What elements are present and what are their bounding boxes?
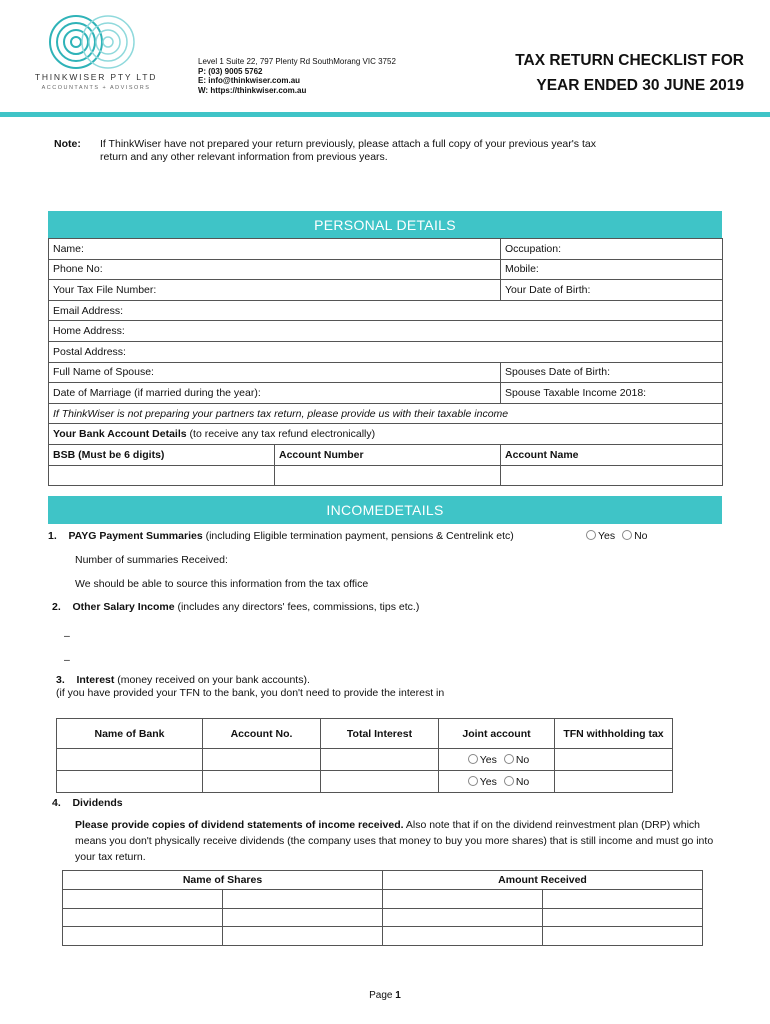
q4-description-bold: Please provide copies of dividend statements of income received. [75, 819, 404, 831]
q2-entry-2[interactable]: – [64, 654, 70, 666]
concentric-rings-icon [48, 14, 144, 70]
q3-title: Interest [76, 674, 115, 686]
amount-cell[interactable] [383, 908, 543, 927]
spouse-name-field[interactable]: Full Name of Spouse: [49, 362, 501, 383]
joint-yes-label: Yes [479, 775, 497, 788]
page-label: Page [369, 990, 393, 1001]
mobile-field[interactable]: Mobile: [501, 259, 723, 280]
amount-cell[interactable] [543, 908, 703, 927]
col-total-interest: Total Interest [321, 719, 439, 749]
note-text: If ThinkWiser have not prepared your return previously, please attach a full copy of your previous year's tax return and any other relevant information from previous years. [100, 138, 596, 163]
bank-details-bold: Your Bank Account Details [53, 428, 187, 441]
table-row [57, 771, 673, 793]
home-address-field[interactable]: Home Address: [49, 321, 723, 342]
shares-cell[interactable] [63, 889, 223, 908]
amount-cell[interactable] [543, 927, 703, 946]
page-number [0, 990, 770, 1001]
note-label: Note: [54, 138, 81, 150]
table-row [63, 908, 703, 927]
bank-details-label [49, 424, 723, 445]
q1-yes-radio[interactable] [586, 530, 596, 540]
joint-no-radio[interactable] [504, 754, 514, 764]
col-bank-name: Name of Bank [57, 719, 203, 749]
total-interest-cell[interactable] [321, 771, 439, 793]
email-link[interactable]: info@thinkwiser.com.au [208, 76, 301, 85]
bank-name-cell[interactable] [57, 771, 203, 793]
total-interest-cell[interactable] [321, 749, 439, 771]
bank-details-rest: (to receive any tax refund electronically) [186, 428, 376, 441]
col-account-no: Account No. [203, 719, 321, 749]
joint-no-radio[interactable] [504, 776, 514, 786]
joint-account-cell [439, 749, 555, 771]
partner-income-note: If ThinkWiser is not preparing your partners tax return, please provide us with their taxable income [49, 403, 723, 424]
document-title [454, 48, 744, 98]
contact-block [198, 57, 396, 95]
brand-tagline: ACCOUNTANTS + ADVISORS [41, 85, 151, 91]
joint-yes-radio[interactable] [468, 754, 478, 764]
title-line-1: TAX RETURN CHECKLIST FOR [515, 52, 744, 69]
q1-number: 1. [48, 530, 57, 542]
interest-table [56, 718, 673, 793]
thinkwiser-logo [26, 14, 166, 94]
bank-name-cell[interactable] [57, 749, 203, 771]
email-label: E: [198, 76, 206, 85]
amount-cell[interactable] [543, 889, 703, 908]
tfn-withholding-cell[interactable] [555, 749, 673, 771]
account-name-header: Account Name [501, 444, 723, 465]
tfn-withholding-cell[interactable] [555, 771, 673, 793]
amount-cell[interactable] [383, 889, 543, 908]
q1-description: (including Eligible termination payment, pensions & Centrelink etc) [202, 530, 514, 542]
table-row [57, 749, 673, 771]
contact-address: Level 1 Suite 22, 797 Plenty Rd SouthMorang VIC 3752 [198, 57, 396, 66]
shares-cell[interactable] [223, 908, 383, 927]
phone-label: P: [198, 66, 206, 76]
web-link[interactable]: https://thinkwiser.com.au [210, 85, 307, 95]
table-row [63, 927, 703, 946]
q1-title: PAYG Payment Summaries [68, 530, 203, 542]
q3-description: (money received on your bank accounts). [114, 674, 310, 686]
shares-cell[interactable] [223, 889, 383, 908]
joint-no-label: No [515, 753, 530, 766]
table-row [63, 889, 703, 908]
q2-line [52, 601, 419, 613]
shares-cell[interactable] [223, 927, 383, 946]
joint-yes-label: Yes [479, 753, 497, 766]
q1-source-note: We should be able to source this information from the tax office [75, 578, 369, 590]
q2-number: 2. [52, 601, 61, 613]
dob-field[interactable]: Your Date of Birth: [501, 280, 723, 301]
income-details-heading: INCOMEDETAILS [48, 496, 722, 524]
q1-no-radio[interactable] [622, 530, 632, 540]
bsb-input[interactable] [49, 465, 275, 486]
q2-entry-1[interactable]: – [64, 630, 70, 642]
spouse-dob-field[interactable]: Spouses Date of Birth: [501, 362, 723, 383]
q3-number: 3. [56, 674, 65, 686]
q1-options [582, 530, 648, 542]
col-amount-received: Amount Received [383, 871, 703, 890]
web-label: W: [198, 85, 209, 95]
postal-address-field[interactable]: Postal Address: [49, 341, 723, 362]
amount-cell[interactable] [383, 927, 543, 946]
q4-description-rest: Also note that if on the dividend reinvestment plan (DRP) which means you don't physically receive dividends (the company uses that money to buy you more shares) that is still income and must go into your tax return. [75, 819, 714, 863]
phone-value: (03) 9005 5762 [208, 66, 263, 76]
account-number-input[interactable] [275, 465, 501, 486]
q1-line [48, 530, 514, 542]
q4-number: 4. [52, 797, 61, 809]
page-num: 1 [395, 990, 401, 1001]
col-joint-account: Joint account [439, 719, 555, 749]
joint-yes-radio[interactable] [468, 776, 478, 786]
q4-title: Dividends [72, 797, 123, 809]
q1-count[interactable]: Number of summaries Received: [75, 554, 228, 566]
account-number-header: Account Number [275, 444, 501, 465]
shares-cell[interactable] [63, 927, 223, 946]
phone-field[interactable]: Phone No: [49, 259, 501, 280]
q2-description: (includes any directors' fees, commissions, tips etc.) [174, 601, 420, 613]
q1-yes-label: Yes [598, 530, 616, 542]
q3-line [56, 674, 310, 686]
dividends-table [62, 870, 703, 946]
account-no-cell[interactable] [203, 749, 321, 771]
q4-description [75, 817, 715, 865]
col-tfn-withholding: TFN withholding tax [555, 719, 673, 749]
header-divider [0, 112, 770, 117]
col-shares-name: Name of Shares [63, 871, 383, 890]
joint-no-label: No [515, 775, 530, 788]
shares-cell[interactable] [63, 908, 223, 927]
marriage-date-field[interactable]: Date of Marriage (if married during the year): [49, 383, 501, 404]
email-field[interactable]: Email Address: [49, 300, 723, 321]
personal-details-heading: PERSONAL DETAILS [48, 211, 722, 239]
q1-no-label: No [634, 530, 648, 542]
title-line-2: YEAR ENDED 30 JUNE 2019 [536, 77, 744, 94]
header [0, 0, 770, 118]
q3-tfn-note: (if you have provided your TFN to the bank, you don't need to provide the interest in [56, 687, 445, 699]
q2-title: Other Salary Income [72, 601, 175, 613]
spouse-income-field[interactable]: Spouse Taxable Income 2018: [501, 383, 723, 404]
occupation-field[interactable]: Occupation: [501, 239, 723, 260]
q4-line [52, 797, 123, 809]
bsb-header: BSB (Must be 6 digits) [49, 444, 275, 465]
personal-details-table [48, 238, 723, 486]
tfn-field[interactable]: Your Tax File Number: [49, 280, 501, 301]
name-field[interactable]: Name: [49, 239, 501, 260]
account-no-cell[interactable] [203, 771, 321, 793]
brand-name: THINKWISER PTY LTD [34, 72, 158, 82]
joint-account-cell [439, 771, 555, 793]
account-name-input[interactable] [501, 465, 723, 486]
